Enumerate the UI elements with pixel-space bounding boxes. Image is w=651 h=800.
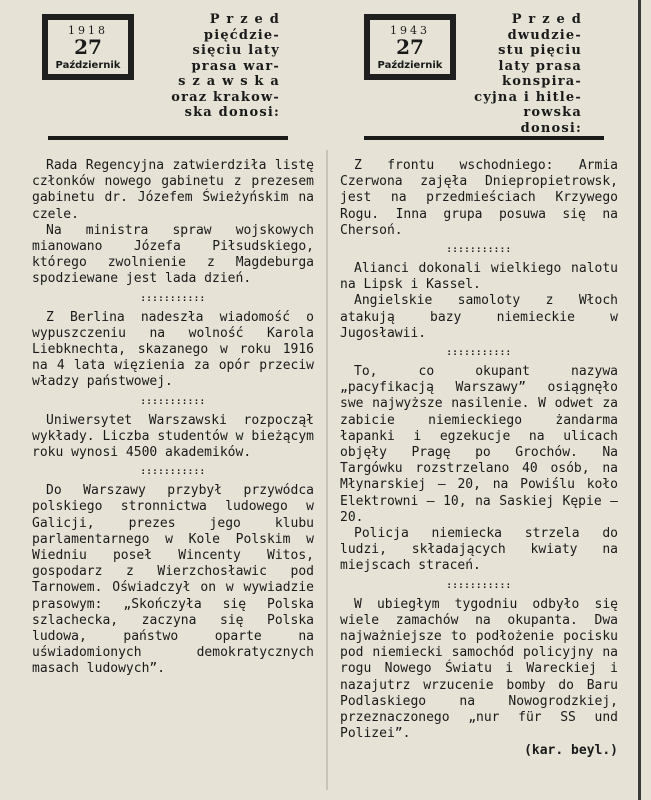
- heading-line: cyjna i hitle-: [474, 89, 582, 105]
- paragraph: Angielskie samoloty z Włoch atakują bazy niemieckie w Jugosławii.: [340, 293, 618, 341]
- divider: :::::::::::: [446, 580, 512, 591]
- heading-line: laty prasa: [498, 58, 582, 74]
- date-day: 27: [396, 35, 424, 59]
- heading-line: pięćdzie-: [203, 27, 280, 43]
- column-separator: [326, 150, 328, 790]
- divider: :::::::::::: [140, 467, 206, 478]
- paragraph: Z frontu wschodniego: Armia Czerwona zajęła Dniepropietrowsk, jest na przedmieściach Krzywego Rogu. Inna grupa posuwa się na Chersoń.: [340, 158, 618, 238]
- divider: :::::::::::: [446, 348, 512, 359]
- page-edge: [638, 0, 641, 800]
- heading-line: s z a w s k a: [178, 74, 280, 89]
- heading-line: P r z e d: [511, 12, 582, 27]
- paragraph: Policja niemiecka strzela do ludzi, składających kwiaty na miejscach straceń.: [340, 526, 618, 574]
- date-day: 27: [74, 35, 102, 59]
- heading-line: stu pięciu: [498, 43, 582, 58]
- date-month: Październik: [377, 60, 443, 71]
- paragraph: Z Berlina nadeszła wiadomość o wypuszczeniu na wolność Karola Liebknechta, skazanego w roku 1916 na 4 lata więzienia za opór przeciw władzy państwowej.: [32, 309, 314, 390]
- heading-line: ska donosi:: [184, 105, 280, 120]
- heading-line: konspira-: [502, 74, 582, 89]
- date-year: 1943: [390, 24, 430, 37]
- article-body: [340, 158, 618, 759]
- divider: :::::::::::: [140, 293, 206, 304]
- section-heading: [142, 12, 280, 121]
- paragraph: Rada Regencyjna zatwierdziła listę członków nowego gabinetu z prezesem gabinetu dr. Józefem Świeżyńskim na czele.: [32, 158, 314, 222]
- heading-line: rowska donosi:: [520, 105, 582, 136]
- paragraph: Na ministra spraw wojskowych mianowano Józefa Piłsudskiego, którego zwolnienie z Magdeburga spodziewane jest lada dzień.: [32, 222, 314, 287]
- paragraph: Do Warszawy przybył przywódca polskiego stronnictwa ludowego w Galicji, prezes jego klubu parlamentarnego w Kole Polskim w Wiedniu poseł Wincenty Witos, gospodarz z Wierzchosławic pod Tarnowem. Oświadczył on w wywiadzie prasowym: „Skończyła się Polska szlachecka, zaczyna się Polska ludowa, państwo oparte na uświadomionych demokratycznych masach ludowych”.: [32, 483, 314, 677]
- date-box-1943: [364, 14, 456, 80]
- heading-rule: [364, 136, 604, 140]
- date-year: 1918: [68, 24, 108, 37]
- heading-line: dwudzie-: [507, 27, 582, 43]
- heading-line: P r z e d: [209, 12, 280, 27]
- article-body: [32, 158, 314, 678]
- section-heading: [464, 12, 582, 136]
- author-signature: (kar. beyl.): [524, 742, 618, 758]
- heading-line: oraz krakow-: [171, 89, 280, 105]
- paragraph: W ubiegłym tygodniu odbyło się wiele zamachów na okupanta. Dwa najważniejsze to podłożenie pocisku pod niemiecki samochód policyjny na rogu Nowego Światu i Wareckiej i nazajutrz wrzucenie bomby do Baru Podlaskiego na Nowogrodzkiej, przeznaczonego „nur für SS und Polizei”.: [340, 596, 618, 742]
- paragraph: To, co okupant nazywa „pacyfikacją Warszawy” osiągnęło swe najwyższe nasilenie. W odwet za zabicie niemieckiego żandarma łapanki i egzekucje na ulicach objęły Pragę po Grochów. Na Targówku rozstrzelano 40 osób, na Młynarskiej — 20, na Powiślu koło Elektrowni — 10, na Saskiej Kępie — 20.: [340, 364, 618, 525]
- date-box-1918: [42, 14, 134, 80]
- date-month: Październik: [55, 60, 121, 71]
- paragraph: Alianci dokonali wielkiego nalotu na Lipsk i Kassel.: [340, 261, 618, 293]
- paragraph: Uniwersytet Warszawski rozpoczął wykłady. Liczba studentów w bieżącym roku wynosi 4500 akademików.: [32, 412, 314, 461]
- heading-rule: [48, 136, 288, 140]
- heading-line: sięciu laty: [192, 43, 280, 58]
- divider: :::::::::::: [140, 396, 206, 407]
- heading-line: prasa war-: [191, 58, 280, 74]
- divider: :::::::::::: [446, 245, 512, 256]
